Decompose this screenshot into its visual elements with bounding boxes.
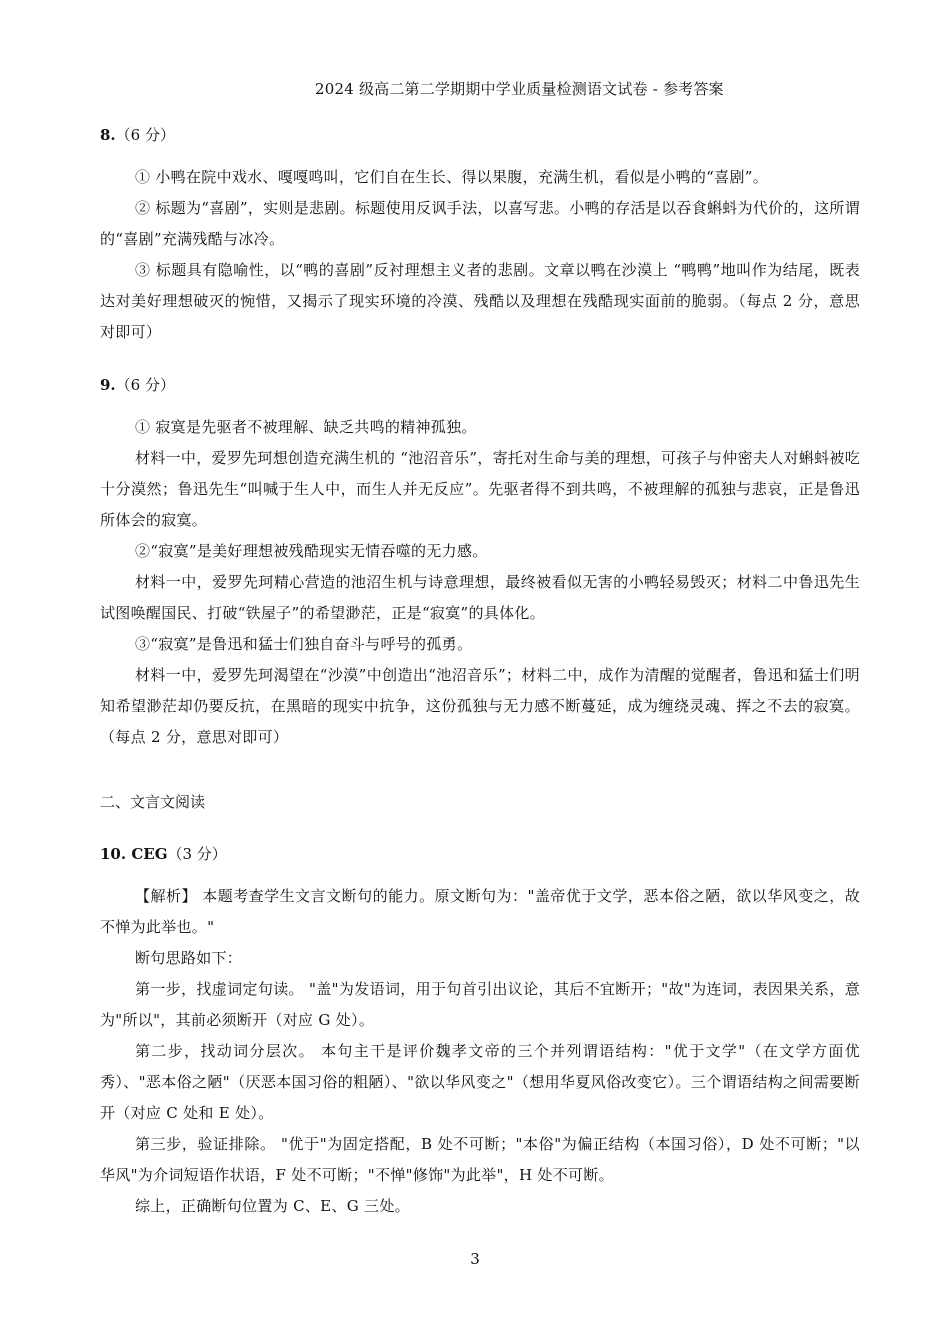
question-9-number: 9.: [100, 376, 116, 394]
q10-paragraph: 综上，正确断句位置为 C、E、G 三处。: [135, 1197, 410, 1215]
q10-paragraph: 第二步，找动词分层次。 本句主干是评价魏孝文帝的三个并列谓语结构："优于文学"（在文学方面优秀）、"恶本俗之陋"（厌恶本国习俗的粗陋）、"欲以华风变之"（想用华夏风俗改变它）。三个谓语结构之间需要断开（对应 C 处和 E 处）。: [100, 1042, 860, 1122]
question-10-title: [100, 839, 860, 869]
question-8-title: [100, 120, 860, 150]
q9-paragraph: 材料一中，爱罗先珂精心营造的池沼生机与诗意理想，最终被看似无害的小鸭轻易毁灭；材料二中鲁迅先生试图唤醒国民、打破“铁屋子”的希望渺茫，正是“寂寞”的具体化。: [100, 573, 860, 622]
q10-paragraph: 第一步，找虚词定句读。 "盖"为发语词，用于句首引出议论，其后不宜断开；"故"为连词，表因果关系，意为"所以"，其前必须断开（对应 G 处）。: [100, 980, 860, 1029]
section-heading: 二、文言文阅读: [100, 793, 206, 811]
q9-paragraph: ③“寂寞”是鲁迅和猛士们独自奋斗与呼号的孤勇。: [135, 635, 473, 653]
question-10-points: （3 分）: [167, 845, 227, 863]
q9-paragraph: 材料一中，爱罗先珂想创造充满生机的 “池沼音乐”，寄托对生命与美的理想，可孩子与仲密夫人对蝌蚪被吃十分漠然；鲁迅先生“叫喊于生人中，而生人并无反应”。先驱者得不到共鸣，不被理解的孤独与悲哀，正是鲁迅所体会的寂寞。: [100, 449, 860, 529]
question-9-points: （6 分）: [115, 376, 175, 394]
question-10-number: 10. CEG: [100, 845, 168, 863]
q9-paragraph: 材料一中，爱罗先珂渴望在“沙漠”中创造出“池沼音乐”；材料二中，成作为清醒的觉醒者，鲁迅和猛士们明知希望渺茫却仍要反抗，在黑暗的现实中抗争，这份孤独与无力感不断蔓延，成为缠绕灵魂、挥之不去的寂寞。（每点 2 分，意思对即可）: [100, 666, 860, 746]
q9-paragraph: ②“寂寞”是美好理想被残酷现实无情吞噬的无力感。: [135, 542, 488, 560]
page-number: 3: [470, 1250, 480, 1268]
q10-paragraph: 第三步，验证排除。 "优于"为固定搭配，B 处不可断；"本俗"为偏正结构（本国习俗），D 处不可断；"以华风"为介词短语作状语，F 处不可断；"不惮"修饰"为此举"，H 处不可断。: [100, 1135, 860, 1184]
q10-paragraph: 【解析】 本题考查学生文言文断句的能力。原文断句为："盖帝优于文学，恶本俗之陋，欲以华风变之，故不惮为此举也。": [100, 887, 860, 936]
q10-paragraph: 断句思路如下：: [135, 949, 243, 967]
q8-paragraph: ② 标题为“喜剧”，实则是悲剧。标题使用反讽手法，以喜写悲。小鸭的存活是以吞食蝌蚪为代价的，这所谓的“喜剧”充满残酷与冰冷。: [100, 199, 860, 248]
question-8-points: （6 分）: [115, 126, 175, 144]
page-header: 2024 级高二第二学期期中学业质量检测语文试卷 - 参考答案: [315, 80, 724, 98]
q8-paragraph: ① 小鸭在院中戏水、嘎嘎鸣叫，它们自在生长、得以果腹，充满生机，看似是小鸭的“喜剧”。: [135, 168, 769, 186]
question-8-number: 8.: [100, 126, 116, 144]
question-9-title: [100, 370, 860, 400]
q9-paragraph: ① 寂寞是先驱者不被理解、缺乏共鸣的精神孤独。: [135, 418, 477, 436]
answer-content: [100, 120, 860, 1222]
q8-paragraph: ③ 标题具有隐喻性，以“鸭的喜剧”反衬理想主义者的悲剧。文章以鸭在沙漠上 “鸭鸭”地叫作为结尾，既表达对美好理想破灭的惋惜，又揭示了现实环境的冷漠、残酷以及理想在残酷现实面前的脆弱。（每点 2 分，意思对即可）: [100, 261, 860, 341]
